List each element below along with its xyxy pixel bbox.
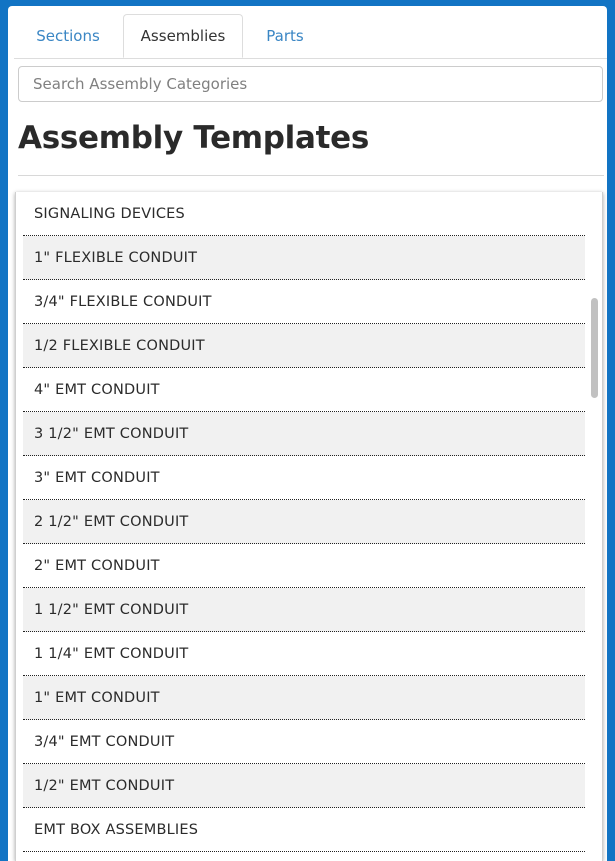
tab-bar xyxy=(14,14,607,59)
list-item[interactable]: EMT BOX ASSEMBLIES xyxy=(23,808,585,852)
tab-sections[interactable]: Sections xyxy=(36,27,100,45)
search-assembly-categories-input[interactable] xyxy=(18,66,603,102)
tab-parts[interactable]: Parts xyxy=(266,27,304,45)
list-item[interactable]: 4" EMT CONDUIT xyxy=(23,368,585,412)
list-item[interactable]: 2 1/2" EMT CONDUIT xyxy=(23,500,585,544)
list-item[interactable]: 1 1/4" EMT CONDUIT xyxy=(23,632,585,676)
page-title: Assembly Templates xyxy=(18,120,370,156)
assembly-panel xyxy=(8,6,607,861)
list-item[interactable]: 1 1/2" EMT CONDUIT xyxy=(23,588,585,632)
list-item[interactable]: 3" EMT CONDUIT xyxy=(23,456,585,500)
assembly-category-list[interactable] xyxy=(15,192,603,861)
list-item[interactable]: 3/4" FLEXIBLE CONDUIT xyxy=(23,280,585,324)
list-scrollbar[interactable] xyxy=(586,192,602,861)
list-item[interactable]: 2" EMT CONDUIT xyxy=(23,544,585,588)
list-item[interactable]: 1" FLEXIBLE CONDUIT xyxy=(23,236,585,280)
list-item[interactable]: 3/4" EMT CONDUIT xyxy=(23,720,585,764)
list-item[interactable]: 1" EMT CONDUIT xyxy=(23,676,585,720)
title-divider xyxy=(18,175,604,176)
tab-assemblies[interactable]: Assemblies xyxy=(123,14,243,58)
assembly-category-items xyxy=(23,192,585,852)
list-item[interactable]: SIGNALING DEVICES xyxy=(23,192,585,236)
scrollbar-thumb[interactable] xyxy=(591,298,598,398)
list-item[interactable]: 3 1/2" EMT CONDUIT xyxy=(23,412,585,456)
list-item[interactable]: 1/2" EMT CONDUIT xyxy=(23,764,585,808)
list-item[interactable]: 1/2 FLEXIBLE CONDUIT xyxy=(23,324,585,368)
